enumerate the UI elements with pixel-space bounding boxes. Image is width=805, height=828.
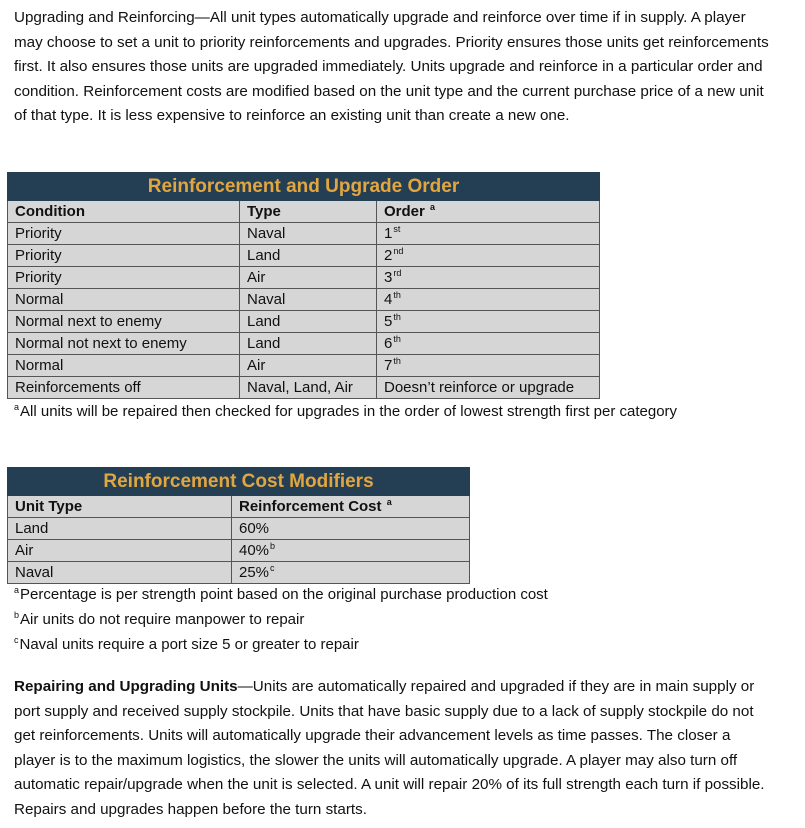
cell-unit-type: Land	[8, 518, 232, 540]
table-row	[8, 377, 600, 399]
order-value: 7	[384, 356, 393, 374]
cell-condition: Reinforcements off	[8, 377, 240, 399]
footnote-marker: c	[14, 635, 19, 645]
cell-type: Naval	[240, 223, 377, 245]
column-header-order-label: Order	[384, 202, 425, 220]
reinforcement-order-table	[7, 172, 600, 399]
repair-heading: Repairing and Upgrading Units	[14, 678, 238, 695]
table-row	[8, 245, 600, 267]
column-header-order	[377, 201, 600, 223]
footnote-marker: a	[14, 585, 20, 595]
table-row	[8, 518, 470, 540]
repair-text: —Units are automatically repaired and upgraded if they are in main supply or port supply and received supply stockpile. Units that have basic supply due to a lack of supply stockpile do not get reinforcements. Units will automatically upgrade their advancement levels as time passes. The closer a player is to the maximum logistics, the slower the units will automatically upgrade. A player may also turn off automatic repair/upgrade when the unit is selected. A unit will repair 20% of its full strength each turn if possible. Repairs and upgrades happen before the turn starts.	[14, 678, 765, 818]
table-row	[8, 540, 470, 562]
table-row	[8, 223, 600, 245]
table-title-row	[8, 468, 470, 496]
cell-unit-type: Naval	[8, 562, 232, 584]
footnote-marker: a	[430, 201, 436, 212]
cell-order	[377, 223, 600, 245]
cost-table-title: Reinforcement Cost Modifiers	[8, 468, 470, 496]
column-header-cost	[232, 496, 470, 518]
footnote-text: Naval units require a port size 5 or greater to repair	[19, 636, 359, 653]
ordinal-suffix: nd	[393, 245, 404, 256]
cell-type: Land	[240, 311, 377, 333]
footnote-marker: a	[14, 402, 20, 412]
cell-type: Land	[240, 333, 377, 355]
cell-type: Naval, Land, Air	[240, 377, 377, 399]
column-header-unit-type: Unit Type	[8, 496, 232, 518]
footnote-text: Air units do not require manpower to repair	[20, 611, 305, 628]
ordinal-suffix: th	[393, 333, 401, 344]
cell-order	[377, 355, 600, 377]
column-header-condition: Condition	[8, 201, 240, 223]
cell-type: Land	[240, 245, 377, 267]
footnote	[14, 635, 359, 655]
cost-value: 40%	[239, 541, 270, 559]
order-value: 6	[384, 334, 393, 352]
cost-value: 25%	[239, 563, 270, 581]
table-row	[8, 333, 600, 355]
column-header-type: Type	[240, 201, 377, 223]
cell-condition: Normal	[8, 289, 240, 311]
ordinal-suffix: th	[393, 355, 401, 366]
order-value: 3	[384, 268, 393, 286]
ordinal-suffix: th	[393, 289, 401, 300]
order-value: Doesn’t reinforce or upgrade	[384, 378, 575, 396]
cell-order	[377, 245, 600, 267]
footnote-marker: a	[386, 496, 392, 507]
cell-order	[377, 333, 600, 355]
cell-cost	[232, 540, 470, 562]
cell-cost	[232, 518, 470, 540]
cell-unit-type: Air	[8, 540, 232, 562]
footnote-marker: c	[270, 562, 275, 573]
footnote	[14, 610, 304, 630]
intro-paragraph: Upgrading and Reinforcing—All unit types automatically upgrade and reinforce over time if in supply. A player may choose to set a unit to priority reinforcements and upgrades. Priority ensures those units get reinforcements first. It also ensures those units are upgraded immediately. Units upgrade and reinforce in a particular order and condition. Reinforcement costs are modified based on the unit type and the current purchase price of a new unit of that type. It is less expensive to reinforce an existing unit than create a new one.	[14, 9, 769, 125]
ordinal-suffix: rd	[393, 267, 402, 278]
cell-condition: Normal	[8, 355, 240, 377]
ordinal-suffix: th	[393, 311, 401, 322]
table-title-row	[8, 173, 600, 201]
order-value: 4	[384, 290, 393, 308]
cell-cost	[232, 562, 470, 584]
footnote	[14, 402, 677, 422]
order-value: 5	[384, 312, 393, 330]
table-row	[8, 267, 600, 289]
cell-condition: Priority	[8, 245, 240, 267]
cell-type: Air	[240, 355, 377, 377]
cell-condition: Normal not next to enemy	[8, 333, 240, 355]
table-row	[8, 355, 600, 377]
repair-paragraph	[14, 675, 774, 823]
cell-type: Naval	[240, 289, 377, 311]
cell-condition: Normal next to enemy	[8, 311, 240, 333]
table-header-row	[8, 496, 470, 518]
footnote-text: All units will be repaired then checked for upgrades in the order of lowest strength first per category	[20, 403, 678, 420]
table-row	[8, 562, 470, 584]
table-row	[8, 289, 600, 311]
footnote-marker: b	[270, 540, 276, 551]
cell-order	[377, 377, 600, 399]
cell-condition: Priority	[8, 223, 240, 245]
cell-order	[377, 289, 600, 311]
cell-order	[377, 311, 600, 333]
column-header-cost-label: Reinforcement Cost	[239, 497, 382, 515]
cell-condition: Priority	[8, 267, 240, 289]
order-table-title: Reinforcement and Upgrade Order	[8, 173, 600, 201]
footnote	[14, 585, 548, 605]
table-header-row	[8, 201, 600, 223]
reinforcement-cost-table	[7, 467, 470, 584]
table-row	[8, 311, 600, 333]
footnote-marker: b	[14, 610, 20, 620]
footnote-text: Percentage is per strength point based on the original purchase production cost	[20, 586, 548, 603]
order-value: 1	[384, 224, 393, 242]
cell-type: Air	[240, 267, 377, 289]
cell-order	[377, 267, 600, 289]
order-value: 2	[384, 246, 393, 264]
cost-value: 60%	[239, 519, 270, 537]
ordinal-suffix: st	[393, 223, 401, 234]
